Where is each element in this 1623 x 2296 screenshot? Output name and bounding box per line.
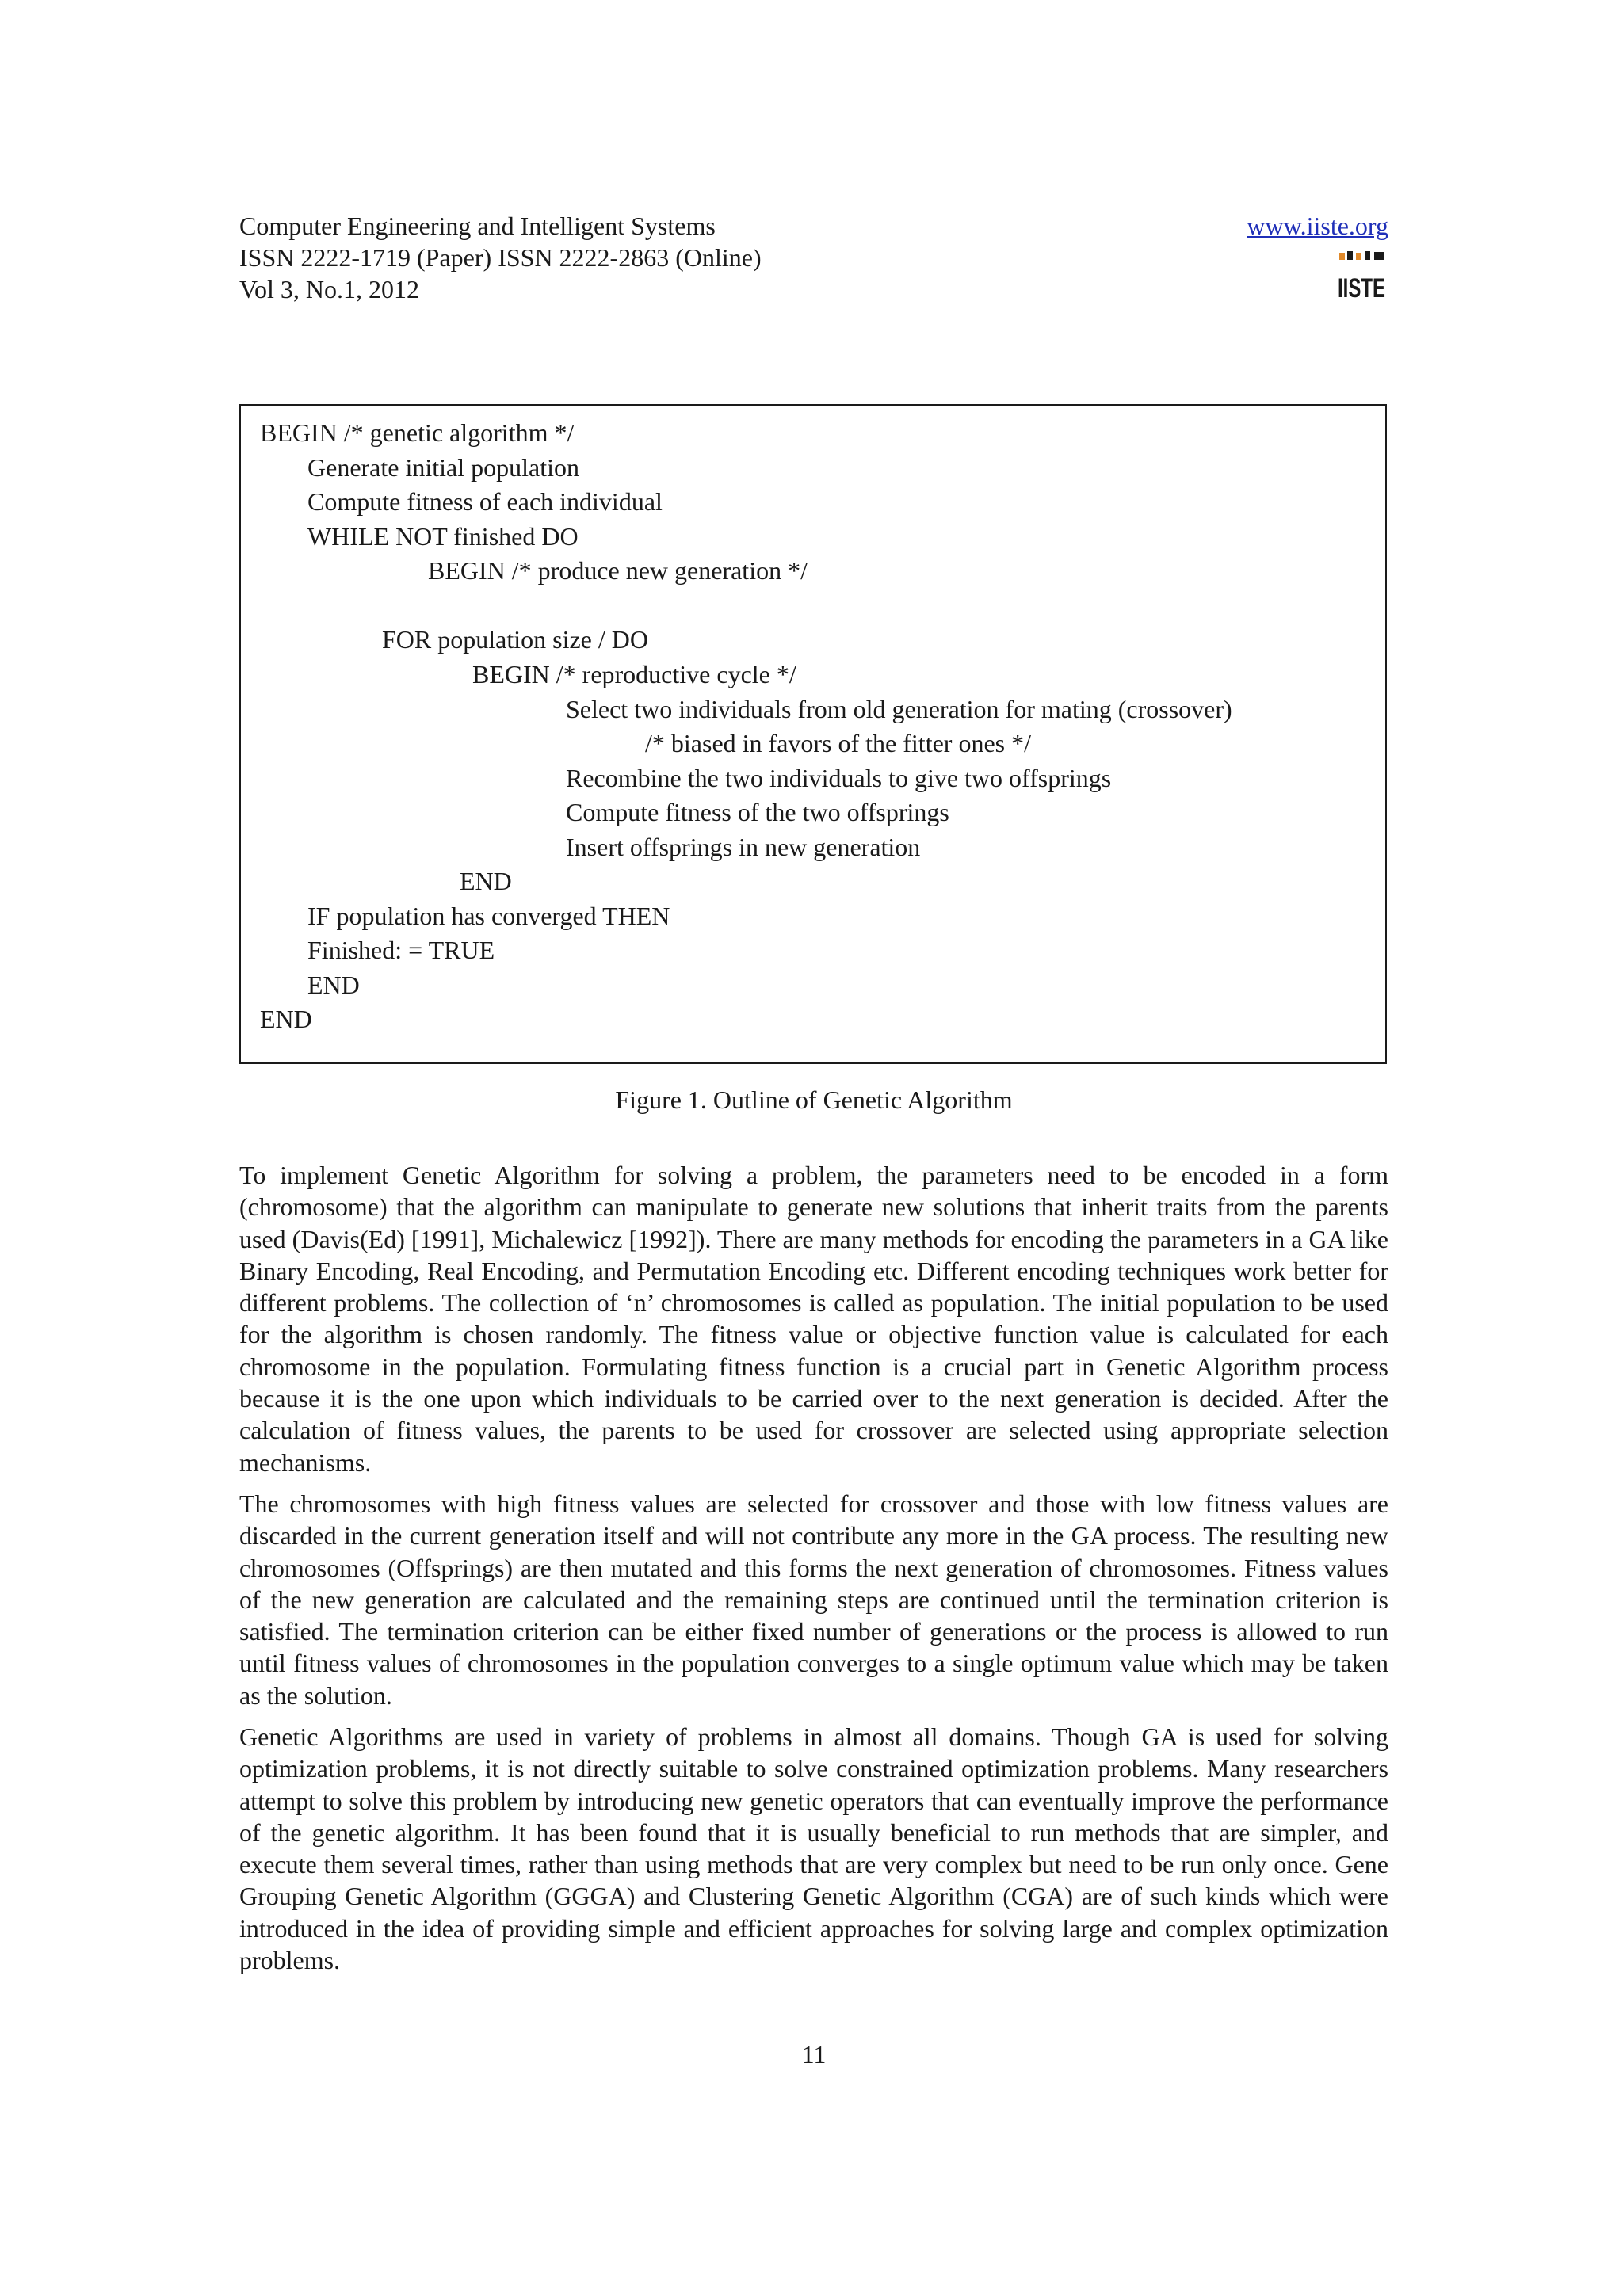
algorithm-line: END [460, 867, 512, 895]
algorithm-line: /* biased in favors of the fitter ones */ [645, 729, 1031, 757]
body-paragraph-1: To implement Genetic Algorithm for solving a problem, the parameters need to be encoded in a form (chromosome) that the algorithm can manipulate to generate new solutions that inherit traits from the parents used (Davis(Ed) [1991], Michalewicz [1992]). There are many methods for encoding the parameters in a GA like Binary Encoding, Real Encoding, and Permutation Encoding etc. Different encoding techniques work better for different problems. The collection of ‘n’ chromosomes is called as population. The initial population to be used for the algorithm is chosen randomly. The fitness value or objective function value is calculated for each chromosome in the population. Formulating fitness function is a crucial part in Genetic Algorithm process because it is the one upon which individuals to be carried over to the next generation is decided. After the calculation of fitness values, the parents to be used for crossover are selected using appropriate selection mechanisms. [239, 1161, 1388, 1477]
algorithm-line: Finished: = TRUE [307, 936, 495, 964]
algorithm-line: BEGIN /* genetic algorithm */ [260, 418, 575, 447]
algorithm-figure-box [239, 404, 1387, 1064]
algorithm-line: BEGIN /* reproductive cycle */ [472, 660, 796, 688]
algorithm-line: Generate initial population [307, 453, 579, 482]
algorithm-line: BEGIN /* produce new generation */ [428, 556, 808, 585]
algorithm-line: FOR population size / DO [382, 625, 648, 654]
algorithm-line: END [307, 971, 360, 999]
issn-line: ISSN 2222-1719 (Paper) ISSN 2222-2863 (Online) [239, 243, 762, 272]
algorithm-line: Compute fitness of the two offsprings [566, 798, 949, 826]
figure-caption: Figure 1. Outline of Genetic Algorithm [615, 1085, 1013, 1114]
body-paragraph-2: The chromosomes with high fitness values are selected for crossover and those with low fitness values are discarded in the current generation itself and will not contribute any more in the GA process. The resulting new chromosomes (Offsprings) are then mutated and this forms the next generation of chromosomes. Fitness values of the new generation are calculated and the remaining steps are continued until the termination criterion is satisfied. The termination criterion can be either fixed number of generations or the process is allowed to run until fitness values of chromosomes in the population converges to a single optimum value which may be taken as the solution. [239, 1489, 1388, 1710]
page-number: 11 [801, 2040, 827, 2069]
journal-url-link[interactable]: www.iiste.org [1247, 212, 1388, 240]
algorithm-line: Compute fitness of each individual [307, 487, 663, 516]
iiste-logo-icon [1335, 250, 1388, 303]
svg-text:IISTE: IISTE [1338, 273, 1385, 303]
algorithm-line: IF population has converged THEN [307, 902, 670, 930]
page-header [239, 210, 1388, 305]
algorithm-line: Insert offsprings in new generation [566, 833, 921, 861]
body-paragraph-3: Genetic Algorithms are used in variety of problems in almost all domains. Though GA is used for solving optimization problems, it is not directly suitable to solve constrained optimization problems. Many researchers attempt to solve this problem by introducing new genetic operators that can eventually improve the performance of the genetic algorithm. It has been found that it is usually beneficial to run methods that are simpler, and execute them several times, rather than using methods that are very complex but need to be run only once. Gene Grouping Genetic Algorithm (GGGA) and Clustering Genetic Algorithm (CGA) are of such kinds which were introduced in the idea of providing simple and efficient approaches for solving large and complex optimization problems. [239, 1722, 1388, 1975]
algorithm-line: Recombine the two individuals to give two offsprings [566, 764, 1112, 792]
journal-title: Computer Engineering and Intelligent Systems [239, 212, 716, 240]
volume-line: Vol 3, No.1, 2012 [239, 275, 419, 303]
algorithm-line: WHILE NOT finished DO [307, 522, 579, 551]
algorithm-line: END [260, 1005, 312, 1033]
algorithm-line: Select two individuals from old generation for mating (crossover) [566, 695, 1232, 723]
